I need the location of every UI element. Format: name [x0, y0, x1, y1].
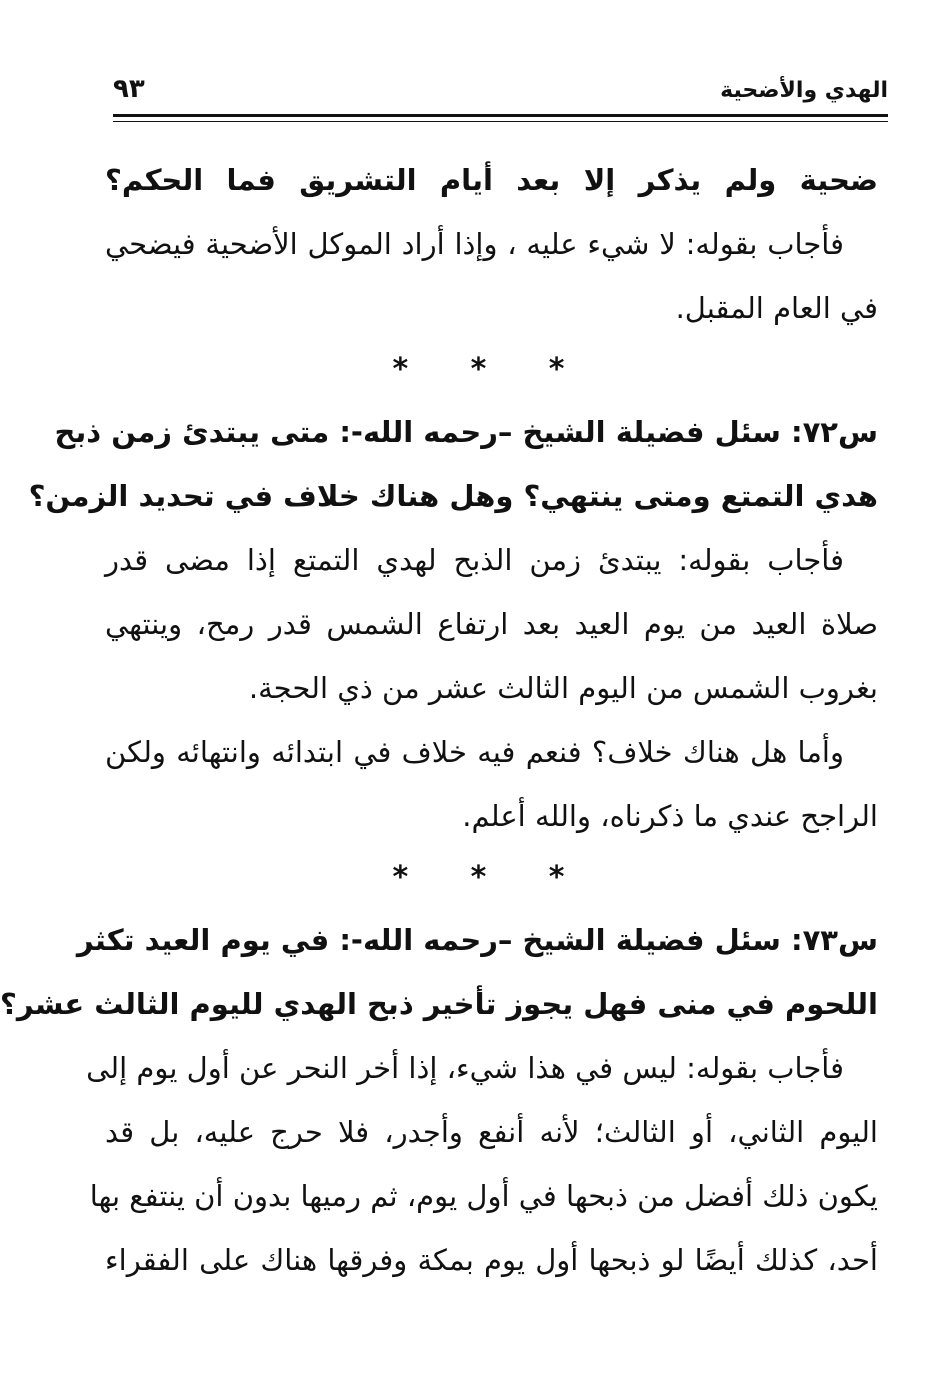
- section-separator: * * *: [392, 860, 591, 895]
- answer-line: فأجاب بقوله: ليس في هذا شيء، إذا أخر النحر عن أول يوم إلى: [86, 1051, 844, 1085]
- text-line: فأجاب بقوله: لا شيء عليه ، وإذا أراد الموكل الأضحية فيضحي: [105, 227, 844, 261]
- page-body: [0, 148, 878, 1292]
- running-title: الهدي والأضحية: [720, 78, 888, 103]
- text-line: في العام المقبل.: [675, 291, 878, 325]
- answer-line: اليوم الثاني، أو الثالث؛ لأنه أنفع وأجدر، فلا حرج عليه، بل قد: [105, 1115, 878, 1149]
- answer-line: أحد، كذلك أيضًا لو ذبحها أول يوم بمكة وفرقها هناك على الفقراء: [105, 1243, 878, 1277]
- question-line: س٧٣: سئل فضيلة الشيخ –رحمه الله-: في يوم العيد تكثر: [76, 923, 878, 957]
- question-line: اللحوم في منى فهل يجوز تأخير ذبح الهدي لليوم الثالث عشر؟: [0, 987, 878, 1021]
- answer-line: بغروب الشمس من اليوم الثالث عشر من ذي الحجة.: [248, 671, 878, 705]
- page-number: ٩٣: [113, 74, 145, 104]
- question-line: س٧٢: سئل فضيلة الشيخ –رحمه الله-: متى يبتدئ زمن ذبح: [54, 415, 878, 449]
- answer-line: فأجاب بقوله: يبتدئ زمن الذبح لهدي التمتع إذا مضى قدر: [105, 543, 844, 577]
- header-rule-thin: [113, 121, 888, 122]
- section-separator: * * *: [392, 352, 591, 387]
- page-header: [113, 72, 888, 112]
- answer-line: صلاة العيد من يوم العيد بعد ارتفاع الشمس قدر رمح، وينتهي: [105, 607, 878, 641]
- header-rule: [113, 114, 888, 117]
- answer-line: الراجح عندي ما ذكرناه، والله أعلم.: [462, 799, 878, 833]
- text-line: ضحية ولم يذكر إلا بعد أيام التشريق فما الحكم؟: [105, 163, 878, 197]
- answer-line: وأما هل هناك خلاف؟ فنعم فيه خلاف في ابتدائه وانتهائه ولكن: [105, 735, 844, 769]
- answer-line: يكون ذلك أفضل من ذبحها في أول يوم، ثم رميها بدون أن ينتفع بها: [89, 1179, 878, 1213]
- question-line: هدي التمتع ومتى ينتهي؟ وهل هناك خلاف في تحديد الزمن؟: [28, 479, 878, 513]
